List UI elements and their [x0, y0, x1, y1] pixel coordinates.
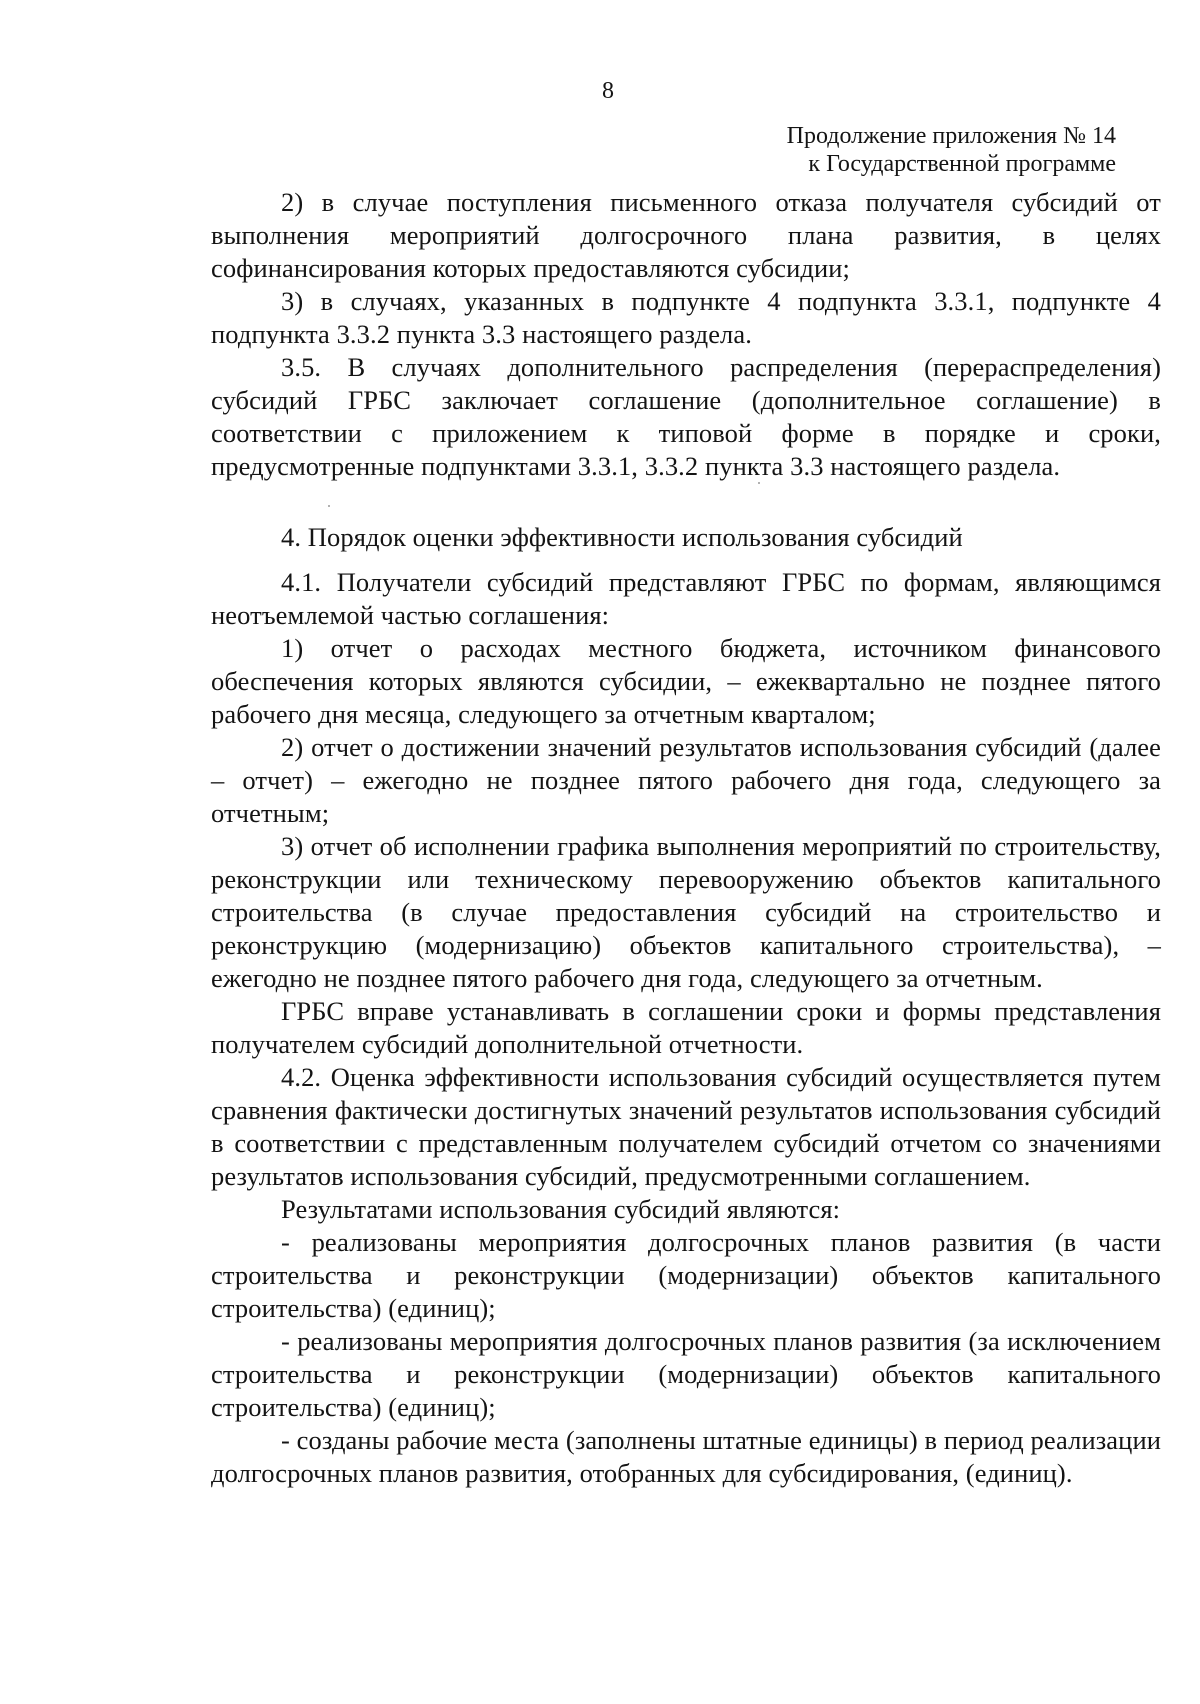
appendix-header-line-1: Продолжение приложения № 14: [786, 123, 1116, 149]
paragraph: 4.2. Оценка эффективности использования субсидий осуществляется путем сравнения фактически достигнутых значений результатов использования субсидий в соответствии с представленным получателем субсидий отчетом со значениями результатов использования субсидий, предусмотренными соглашением.: [211, 1062, 1161, 1191]
paragraph: 3.5. В случаях дополнительного распределения (перераспределения) субсидий ГРБС заключает соглашение (дополнительное соглашение) в соответствии с приложением к типовой форме в порядке и сроки, предусмотренные подпунктами 3.3.1, 3.3.2 пункта 3.3 настоящего раздела.: [211, 352, 1161, 481]
list-item: - реализованы мероприятия долгосрочных планов развития (за исключением строительства и реконструкции (модернизации) объектов капитального строительства) (единиц);: [211, 1326, 1161, 1422]
appendix-header-line-2: к Государственной программе: [808, 151, 1116, 177]
list-item: - реализованы мероприятия долгосрочных планов развития (в части строительства и реконструкции (модернизации) объектов капитального строительства) (единиц);: [211, 1227, 1161, 1323]
paragraph: 2) в случае поступления письменного отказа получателя субсидий от выполнения мероприятий долгосрочного плана развития, в целях софинансирования которых предоставляются субсидии;: [211, 187, 1161, 283]
page-number: 8: [602, 78, 614, 104]
paragraph: 4.1. Получатели субсидий представляют ГРБС по формам, являющимся неотъемлемой частью соглашения:: [211, 567, 1161, 630]
scan-speck: [758, 482, 760, 484]
paragraph: 3) в случаях, указанных в подпункте 4 подпункта 3.3.1, подпункте 4 подпункта 3.3.2 пункта 3.3 настоящего раздела.: [211, 286, 1161, 349]
list-item: 2) отчет о достижении значений результатов использования субсидий (далее – отчет) – ежегодно не позднее пятого рабочего дня года, следующего за отчетным;: [211, 732, 1161, 828]
appendix-header: [696, 122, 1116, 178]
paragraph: Результатами использования субсидий являются:: [281, 1194, 841, 1224]
document-body: [211, 186, 1161, 1490]
list-item: 3) отчет об исполнении графика выполнения мероприятий по строительству, реконструкции или техническому перевооружению объектов капитального строительства (в случае предоставления субсидий на строительство и реконструкцию (модернизацию) объектов капитального строительства), – ежегодно не позднее пятого рабочего дня года, следующего за отчетным.: [211, 831, 1161, 993]
scan-speck: [328, 505, 330, 507]
paragraph: ГРБС вправе устанавливать в соглашении сроки и формы представления получателем субсидий дополнительной отчетности.: [211, 996, 1161, 1059]
list-item: - созданы рабочие места (заполнены штатные единицы) в период реализации долгосрочных планов развития, отобранных для субсидирования, (единиц).: [211, 1425, 1162, 1488]
list-item: 1) отчет о расходах местного бюджета, источником финансового обеспечения которых являются субсидии, – ежеквартально не позднее пятого рабочего дня месяца, следующего за отчетным кварталом;: [211, 633, 1161, 729]
section-title: 4. Порядок оценки эффективности использования субсидий: [281, 522, 963, 552]
